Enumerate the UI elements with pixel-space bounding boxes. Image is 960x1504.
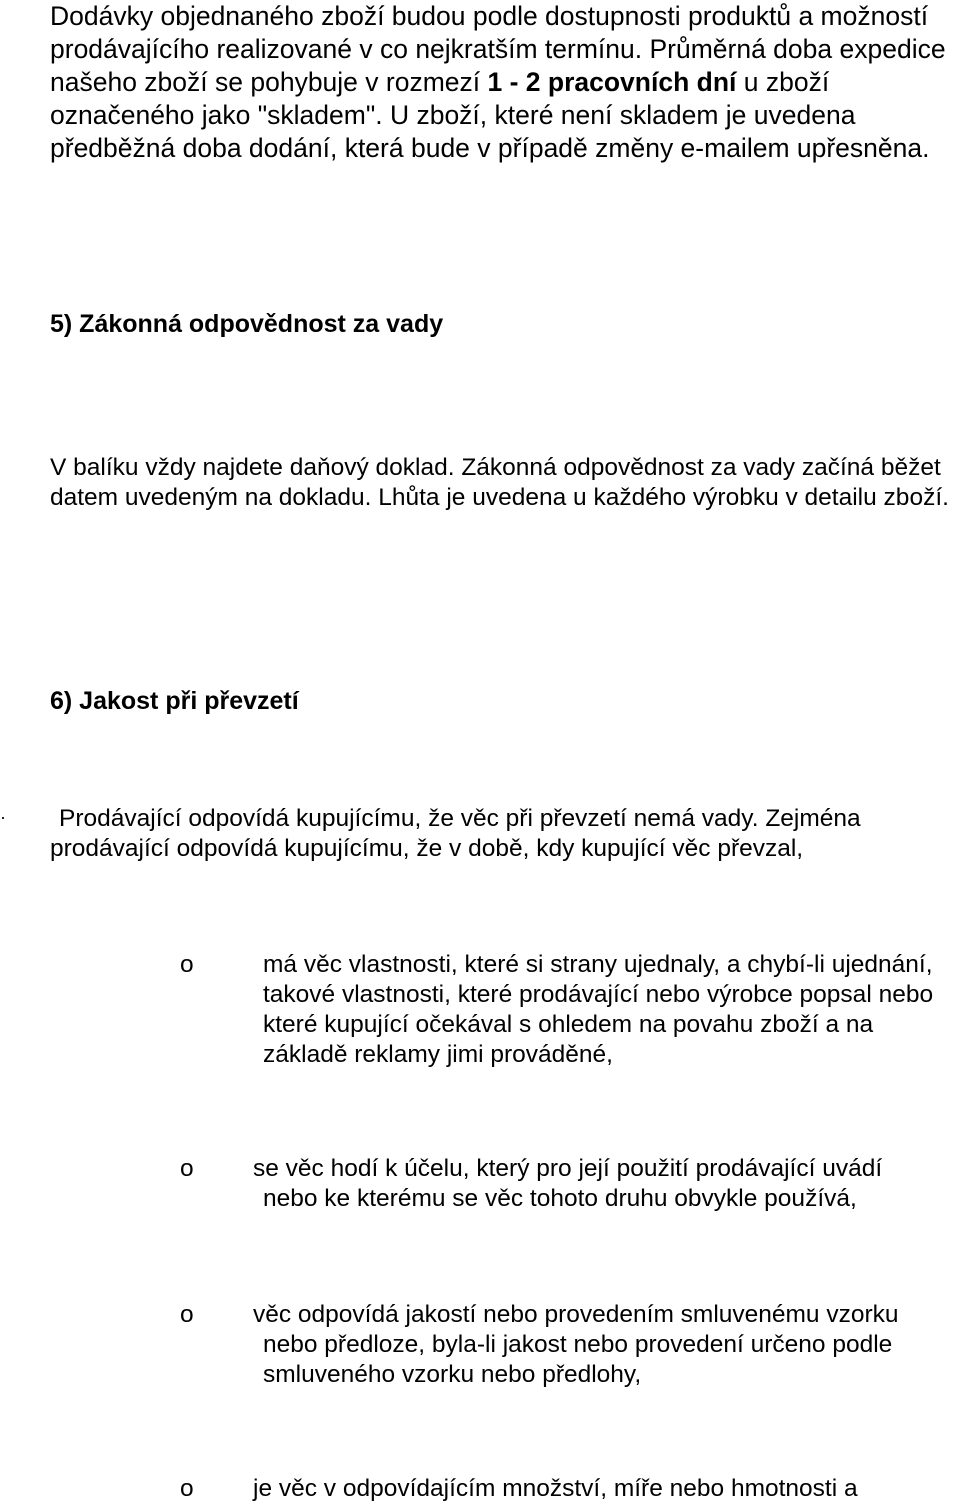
section-6-text — [50, 804, 960, 864]
section-5-text: V balíku vždy najdete daňový doklad. Zákonná odpovědnost za vady začíná běžet datem uvedeným na dokladu. Lhůta je uvedena u každého výrobku v detailu zboží. — [50, 454, 949, 511]
section-6-line-2: prodávající odpovídá kupujícímu, že v době, kdy kupující věc převzal, — [50, 835, 804, 862]
delivery-time-bold: 1 - 2 pracovních dní — [487, 67, 737, 97]
list-item-line-1: se věc hodí k účelu, který pro její použití prodávající uvádí — [253, 1155, 883, 1182]
list-item-line-1: je věc v odpovídajícím množství, míře nebo hmotnosti a — [253, 1475, 858, 1502]
list-item — [253, 1300, 943, 1390]
section-5-heading: 5) Zákonná odpovědnost za vady — [50, 310, 444, 338]
list-item — [253, 1154, 943, 1214]
delivery-text-part1: Dodávky objednaného zboží budou podle dostupnosti produktů a možností prodávajícího realizované v co nejkratším termínu. Průměrná doba expedice našeho zboží se pohybuje v rozmezí — [50, 1, 946, 97]
list-item-line-1: věc odpovídá jakostí nebo provedením smluvenému vzorku — [253, 1301, 899, 1328]
bullet-icon: o — [180, 1475, 194, 1502]
list-item — [263, 950, 953, 1070]
list-item-rest: nebo předloze, byla-li jakost nebo provedení určeno podle smluveného vzorku nebo předlohy, — [263, 1331, 893, 1388]
bullet-icon: o — [180, 1301, 194, 1328]
section-6-heading: 6) Jakost při převzetí — [50, 687, 299, 715]
list-item-rest: ujednání, takové vlastnosti, které prodávající nebo výrobce popsal nebo které kupující očekával s ohledem na povahu zboží a na základě reklamy jimi prováděné, — [263, 951, 934, 1068]
delivery-text-part2: u zboží označeného jako "skladem". U zboží, které není skladem je uvedena předběžná doba dodání, která bude v případě změny e-mailem upřesněna. — [50, 67, 930, 163]
delivery-paragraph — [50, 0, 950, 165]
list-item — [253, 1474, 943, 1504]
list-item-rest: nebo ke kterému se věc tohoto druhu obvykle používá, — [263, 1185, 857, 1212]
bullet-icon: o — [180, 1155, 194, 1182]
paragraph-marker: · — [0, 807, 6, 827]
list-item-line-1: má věc vlastnosti, které si strany ujednaly, a chybí-li — [263, 951, 825, 978]
section-6-line-1: Prodávající odpovídá kupujícímu, že věc při převzetí nemá vady. Zejména — [59, 805, 861, 832]
bullet-icon: o — [180, 951, 194, 978]
